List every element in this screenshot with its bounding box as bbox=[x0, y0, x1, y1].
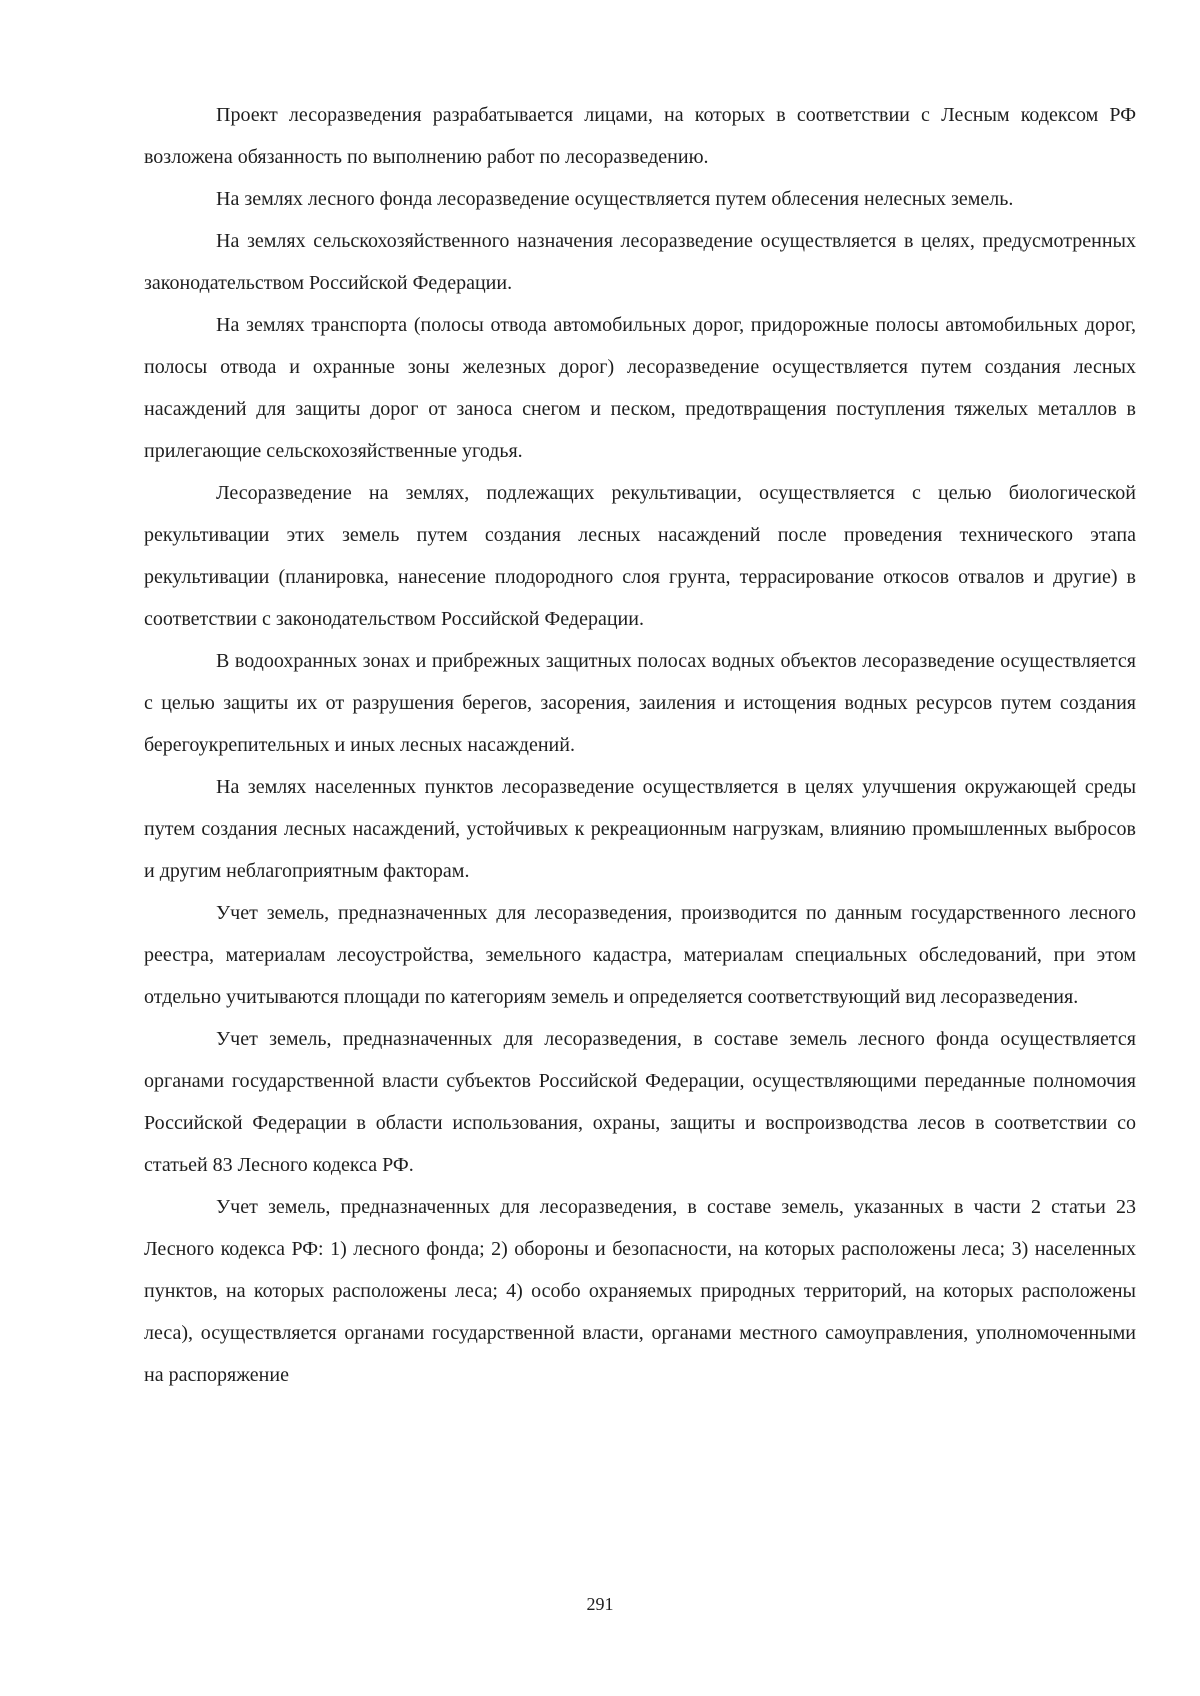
paragraph: На землях населенных пунктов лесоразведение осуществляется в целях улучшения окружающей среды путем создания лесных насаждений, устойчивых к рекреационным нагрузкам, влиянию промышленных выбросов и другим неблагоприятным факторам. bbox=[144, 776, 1136, 882]
paragraph: На землях транспорта (полосы отвода автомобильных дорог, придорожные полосы автомобильных дорог, полосы отвода и охранные зоны железных дорог) лесоразведение осуществляется путем создания лесных насаждений для защиты дорог от заноса снегом и песком, предотвращения поступления тяжелых металлов в прилегающие сельскохозяйственные угодья. bbox=[144, 314, 1136, 462]
paragraph: На землях сельскохозяйственного назначения лесоразведение осуществляется в целях, предусмотренных законодательством Российской Федерации. bbox=[144, 230, 1136, 294]
paragraph: Лесоразведение на землях, подлежащих рекультивации, осуществляется с целью биологической рекультивации этих земель путем создания лесных насаждений после проведения технического этапа рекультивации (планировка, нанесение плодородного слоя грунта, террасирование откосов отвалов и другие) в соответствии с законодательством Российской Федерации. bbox=[144, 482, 1136, 630]
page-number: 291 bbox=[586, 1594, 614, 1614]
paragraph: Учет земель, предназначенных для лесоразведения, в составе земель, указанных в части 2 статьи 23 Лесного кодекса РФ: 1) лесного фонда; 2) обороны и безопасности, на которых расположены леса; 3) населенных пунктов, на которых расположены леса; 4) особо охраняемых природных территорий, на которых расположены леса), осуществляется органами государственной власти, органами местного самоуправления, уполномоченными на распоряжение bbox=[144, 1196, 1136, 1386]
body-text bbox=[144, 94, 1136, 1396]
paragraph: Учет земель, предназначенных для лесоразведения, производится по данным государственного лесного реестра, материалам лесоустройства, земельного кадастра, материалам специальных обследований, при этом отдельно учитываются площади по категориям земель и определяется соответствующий вид лесоразведения. bbox=[144, 902, 1136, 1008]
paragraph: Проект лесоразведения разрабатывается лицами, на которых в соответствии с Лесным кодексом РФ возложена обязанность по выполнению работ по лесоразведению. bbox=[144, 104, 1136, 168]
paragraph: На землях лесного фонда лесоразведение осуществляется путем облесения нелесных земель. bbox=[216, 188, 1014, 210]
paragraph: Учет земель, предназначенных для лесоразведения, в составе земель лесного фонда осуществляется органами государственной власти субъектов Российской Федерации, осуществляющими переданные полномочия Российской Федерации в области использования, охраны, защиты и воспроизводства лесов в соответствии со статьей 83 Лесного кодекса РФ. bbox=[144, 1028, 1136, 1176]
paragraph: В водоохранных зонах и прибрежных защитных полосах водных объектов лесоразведение осуществляется с целью защиты их от разрушения берегов, засорения, заиления и истощения водных ресурсов путем создания берегоукрепительных и иных лесных насаждений. bbox=[144, 650, 1136, 756]
